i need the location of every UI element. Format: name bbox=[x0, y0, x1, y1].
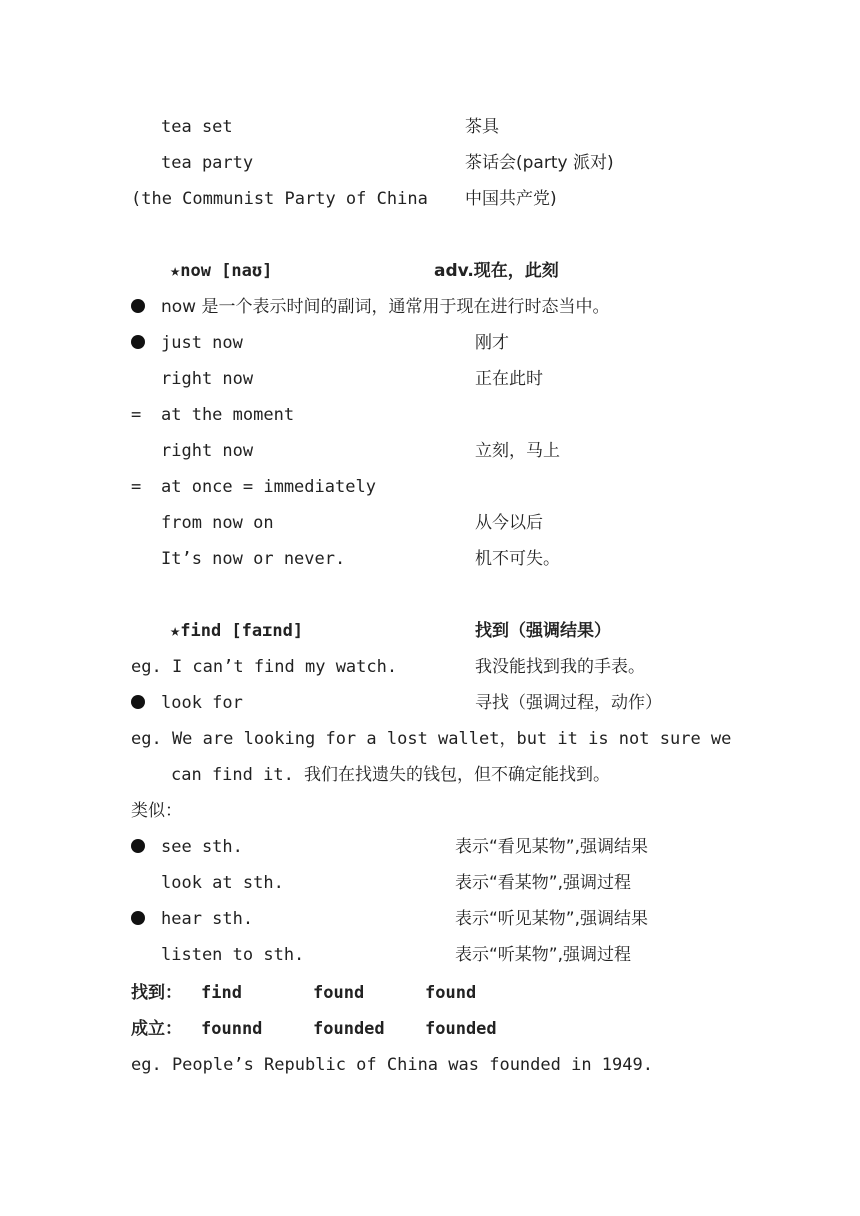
just-now-meaning: 刚才 bbox=[475, 333, 509, 353]
look-at-sth-term: look at sth. bbox=[161, 873, 284, 893]
similar-heading: 类似： bbox=[131, 801, 182, 821]
find-headword: ★find [faɪnd] bbox=[170, 621, 304, 641]
look-for-meaning: 寻找（强调过程，动作） bbox=[475, 693, 662, 713]
at-once-term: at once = immediately bbox=[161, 477, 376, 497]
listen-to-sth-meaning: 表示“听某物”,强调过程 bbox=[455, 945, 632, 965]
tea-party-term: tea party bbox=[161, 153, 254, 173]
find-form-base: find bbox=[201, 983, 242, 1003]
find-forms-label: 找到： bbox=[131, 983, 182, 1003]
found-form-participle: founded bbox=[425, 1019, 497, 1039]
found-form-past: founded bbox=[313, 1019, 385, 1039]
now-usage-note: now 是一个表示时间的副词，通常用于现在进行时态当中。 bbox=[161, 297, 610, 317]
bullet-icon bbox=[131, 695, 145, 709]
listen-to-sth-term: listen to sth. bbox=[161, 945, 305, 965]
see-sth-term: see sth. bbox=[161, 837, 243, 857]
find-example: eg. I can’t find my watch. bbox=[131, 657, 398, 677]
find-form-past: found bbox=[313, 983, 365, 1003]
at-the-moment-term: at the moment bbox=[161, 405, 295, 425]
found-forms-label: 成立： bbox=[131, 1019, 182, 1039]
bullet-icon bbox=[131, 839, 145, 853]
from-now-on-meaning: 从今以后 bbox=[475, 513, 543, 533]
hear-sth-term: hear sth. bbox=[161, 909, 254, 929]
find-example-translation: 我没能找到我的手表。 bbox=[475, 657, 645, 677]
right-now-meaning-2: 立刻，马上 bbox=[475, 441, 560, 461]
found-form-base: founnd bbox=[201, 1019, 263, 1039]
look-for-term: look for bbox=[161, 693, 243, 713]
communist-party-term: (the Communist Party of China bbox=[131, 189, 428, 209]
bullet-icon bbox=[131, 335, 145, 349]
bullet-icon bbox=[131, 299, 145, 313]
from-now-on-term: from now on bbox=[161, 513, 274, 533]
now-headword: ★now [naʊ] bbox=[170, 261, 273, 281]
look-for-example-line1: eg. We are looking for a lost wallet，but it is not sure we bbox=[131, 729, 732, 749]
right-now-term: right now bbox=[161, 369, 254, 389]
equals-sign-2: = bbox=[131, 477, 142, 497]
founded-example: eg. People’s Republic of China was founded in 1949. bbox=[131, 1055, 653, 1075]
hear-sth-meaning: 表示“听见某物”,强调结果 bbox=[455, 909, 649, 929]
tea-party-meaning: 茶话会(party 派对) bbox=[465, 153, 614, 173]
see-sth-meaning: 表示“看见某物”,强调结果 bbox=[455, 837, 649, 857]
now-or-never-meaning: 机不可失。 bbox=[475, 549, 560, 569]
tea-set-term: tea set bbox=[161, 117, 233, 137]
now-or-never-term: It’s now or never. bbox=[161, 549, 346, 569]
look-at-sth-meaning: 表示“看某物”,强调过程 bbox=[455, 873, 632, 893]
now-part-of-speech: adv.现在，此刻 bbox=[434, 261, 559, 281]
right-now-term-2: right now bbox=[161, 441, 254, 461]
bullet-icon bbox=[131, 911, 145, 925]
right-now-meaning: 正在此时 bbox=[475, 369, 543, 389]
communist-party-meaning: 中国共产党) bbox=[465, 189, 557, 209]
equals-sign: = bbox=[131, 405, 142, 425]
look-for-example-line2: can find it. 我们在找遗失的钱包，但不确定能找到。 bbox=[171, 765, 611, 785]
just-now-term: just now bbox=[161, 333, 243, 353]
find-form-participle: found bbox=[425, 983, 477, 1003]
tea-set-meaning: 茶具 bbox=[465, 117, 499, 137]
find-meaning: 找到（强调结果） bbox=[475, 621, 611, 641]
